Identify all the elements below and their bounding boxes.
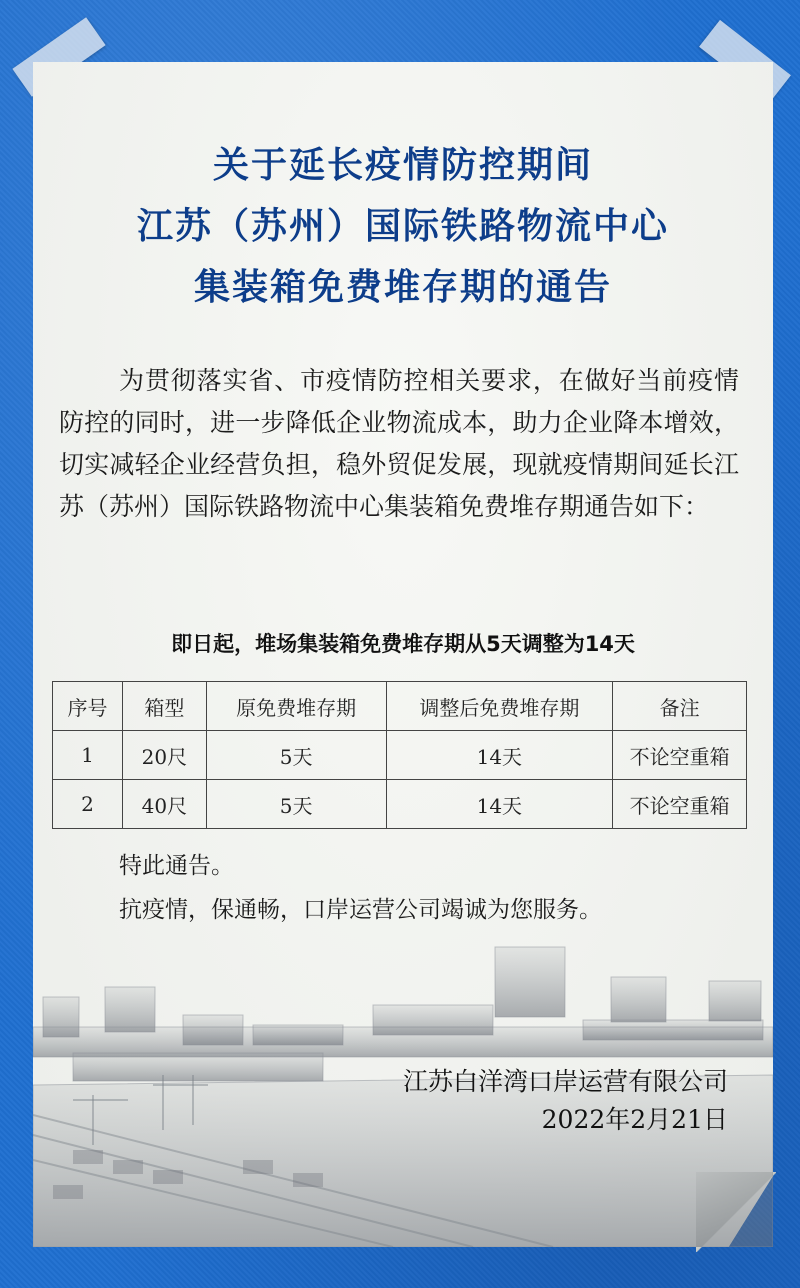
closing-text (119, 844, 759, 932)
highlight-statement: 即日起，堆场集装箱免费堆存期从5天调整为14天 (171, 632, 635, 656)
intro-paragraph: 为贯彻落实省、市疫情防控相关要求，在做好当前疫情防控的同时，进一步降低企业物流成本，助力企业降本增效，切实减轻企业经营负担，稳外贸促发展，现就疫情期间延长江苏（苏州）国际铁路物流中心集装箱免费堆存期通告如下： (59, 366, 739, 521)
cell-original-period: 5天 (206, 780, 386, 829)
cell-box-type: 20尺 (122, 731, 206, 780)
notice-date: 2022年2月21日 (541, 1105, 728, 1134)
storage-period-table (52, 681, 747, 829)
closing-line-1: 特此通告。 (119, 853, 234, 879)
signature-block (403, 1063, 728, 1139)
header-index: 序号 (53, 682, 123, 731)
table-row (53, 780, 747, 829)
notice-title (33, 135, 773, 318)
title-line-2: 江苏（苏州）国际铁路物流中心 (136, 206, 669, 247)
table-row (53, 731, 747, 780)
header-remarks: 备注 (613, 682, 747, 731)
cell-index: 2 (53, 780, 123, 829)
cell-remarks: 不论空重箱 (613, 731, 747, 780)
title-line-1: 关于延长疫情防控期间 (212, 145, 593, 186)
table-header-row (53, 682, 747, 731)
cell-index: 1 (53, 731, 123, 780)
cell-original-period: 5天 (206, 731, 386, 780)
header-box-type: 箱型 (122, 682, 206, 731)
company-name: 江苏白洋湾口岸运营有限公司 (402, 1067, 728, 1096)
header-original-period: 原免费堆存期 (206, 682, 386, 731)
title-line-3: 集装箱免费堆存期的通告 (193, 267, 612, 308)
cell-remarks: 不论空重箱 (613, 780, 747, 829)
cell-adjusted-period: 14天 (386, 780, 613, 829)
closing-line-2: 抗疫情，保通畅，口岸运营公司竭诚为您服务。 (119, 897, 602, 923)
header-adjusted-period: 调整后免费堆存期 (386, 682, 613, 731)
cell-adjusted-period: 14天 (386, 731, 613, 780)
cell-box-type: 40尺 (122, 780, 206, 829)
